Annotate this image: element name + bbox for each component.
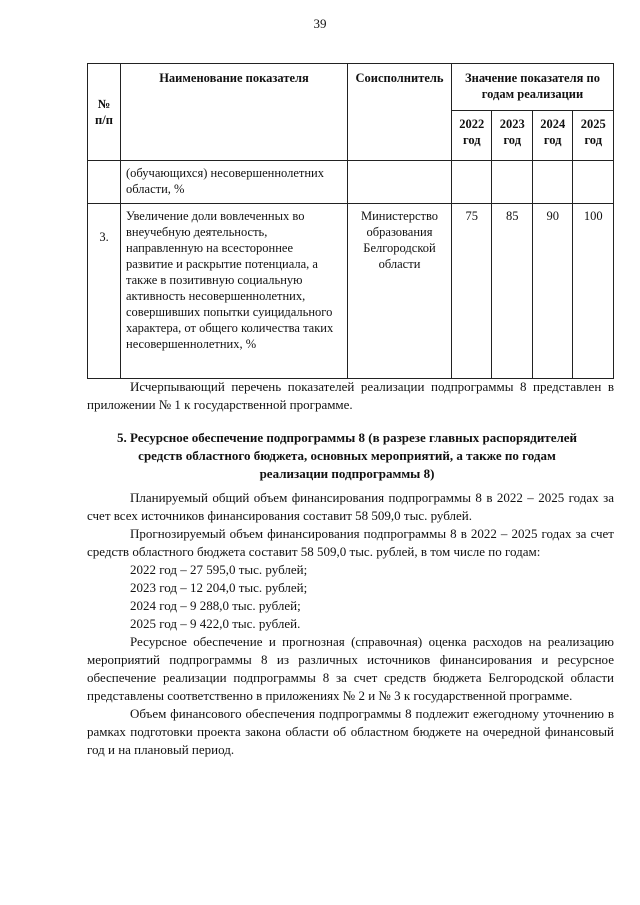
header-year-2023: 2023 год xyxy=(492,111,532,161)
header-year-2022: 2022 год xyxy=(452,111,492,161)
header-indicator-name: Наименование показателя xyxy=(121,64,348,161)
paragraph-indicator-list xyxy=(87,378,614,414)
row-value-2022 xyxy=(452,161,492,204)
indicator-name-text: Увеличение доли вовлеченных во внеучебную деятельность, направленную на всестороннее развитие и раскрытие потенциала, а также в позитивную социальную активность несовершеннолетних, совершивших попытки суицидального характера, от общего количества таких несовершеннолетних, % xyxy=(126,209,334,351)
value-text: 90 xyxy=(546,209,559,223)
value-text: 85 xyxy=(505,209,519,223)
year-amount-item: 2024 год – 9 288,0 тыс. рублей; xyxy=(130,598,301,613)
header-number xyxy=(88,64,121,161)
header-indicator-values: Значение показателя по годам реализации xyxy=(452,64,614,111)
row-number-text: 3. xyxy=(99,230,109,244)
coexecutor-text: Министерство образования Белгородской области xyxy=(360,209,439,271)
financing-section xyxy=(87,489,614,759)
row-value-2022 xyxy=(452,204,492,379)
row-coexecutor xyxy=(348,161,452,204)
table-row xyxy=(88,204,614,379)
paragraph-planned-financing: Планируемый общий объем финансирования подпрограммы 8 в 2022 – 2025 годах за счет всех источников финансирования составит 58 509,0 тыс. рублей. xyxy=(87,490,614,523)
header-coexecutor: Соисполнитель xyxy=(348,64,452,161)
year-amount-item: 2022 год – 27 595,0 тыс. рублей; xyxy=(130,562,308,577)
value-text: 75 xyxy=(465,209,478,223)
row-value-2023 xyxy=(492,161,532,204)
year-amount-item: 2023 год – 12 204,0 тыс. рублей; xyxy=(130,580,308,595)
row-indicator-name xyxy=(121,204,348,379)
paragraph-text: Исчерпывающий перечень показателей реализации подпрограммы 8 представлен в приложении № 1 к государственной программе. xyxy=(87,379,614,412)
row-coexecutor xyxy=(348,204,452,379)
header-number-label: № п/п xyxy=(95,97,113,127)
value-text: 100 xyxy=(583,209,603,223)
row-value-2025 xyxy=(573,204,614,379)
row-value-2024 xyxy=(532,161,572,204)
row-number xyxy=(88,204,121,379)
table-row xyxy=(88,161,614,204)
paragraph-forecast-financing: Прогнозируемый объем финансирования подпрограммы 8 в 2022 – 2025 годах за счет средств областного бюджета составит 58 509,0 тыс. рублей, в том числе по годам: xyxy=(87,526,614,559)
header-year-2024: 2024 год xyxy=(532,111,572,161)
row-value-2024 xyxy=(532,204,572,379)
row-indicator-name xyxy=(121,161,348,204)
row-number xyxy=(88,161,121,204)
section-heading: 5. Ресурсное обеспечение подпрограммы 8 (в разрезе главных распорядителей средств областного бюджета, основных мероприятий, а также по годам реализации подпрограммы 8) xyxy=(116,430,578,481)
page-number: 39 xyxy=(313,16,327,31)
year-amount-item: 2025 год – 9 422,0 тыс. рублей. xyxy=(130,616,301,631)
year-amounts-list xyxy=(87,561,614,633)
indicator-name-text: (обучающихся) несовершеннолетних области, % xyxy=(126,166,324,196)
header-year-2025: 2025 год xyxy=(573,111,614,161)
row-value-2025 xyxy=(573,161,614,204)
row-value-2023 xyxy=(492,204,532,379)
paragraph-resource-provision: Ресурсное обеспечение и прогнозная (справочная) оценка расходов на реализацию мероприятий подпрограммы 8 из различных источников финансирования и ресурсное обеспечение реализации подпрограммы 8 за счет средств бюджета Белгородской области представлены соответственно в приложениях № 2 и № 3 к государственной программе. xyxy=(87,634,614,703)
paragraph-annual-update: Объем финансового обеспечения подпрограммы 8 подлежит ежегодному уточнению в рамках подготовки проекта закона области об областном бюджете на очередной финансовый год и на плановый период. xyxy=(87,706,614,757)
indicators-table xyxy=(87,63,614,379)
